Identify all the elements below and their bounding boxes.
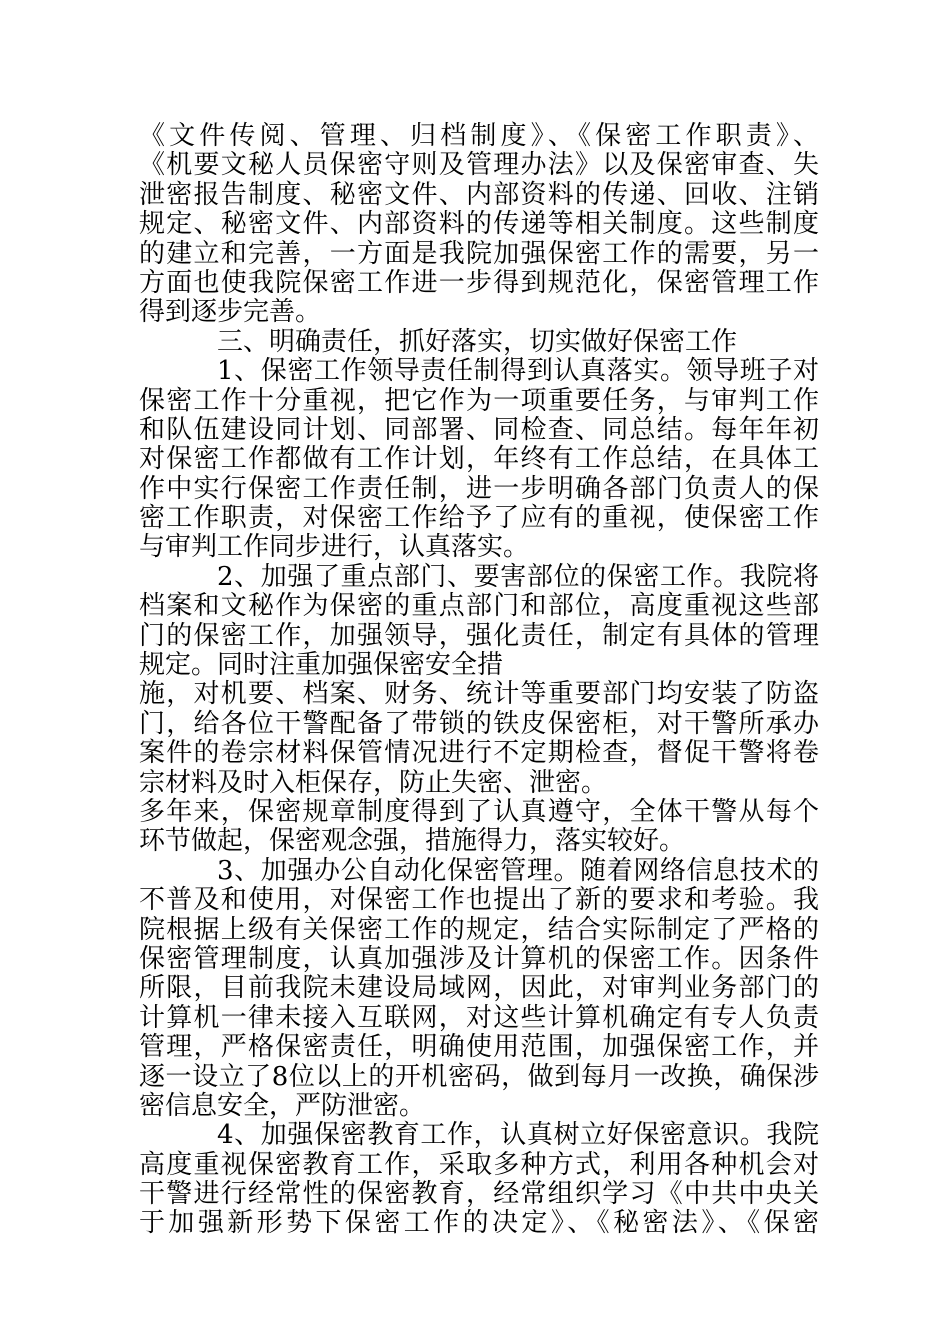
text-line-28: 院根据上级有关保密工作的规定，结合实际制定了严格的 <box>139 914 819 945</box>
text-line-5: 的建立和完善，一方面是我院加强保密工作的需要，另一 <box>139 238 819 269</box>
text-line-15: 与审判工作同步进行，认真落实。 <box>139 532 530 563</box>
text-line-36: 高度重视保密教育工作，采取多种方式，利用各种机会对 <box>139 1149 819 1180</box>
text-line-7: 得到逐步完善。 <box>139 297 322 328</box>
text-line-12: 对保密工作都做有工作计划，年终有工作总结，在具体工 <box>139 444 819 475</box>
text-line-29: 保密管理制度，认真加强涉及计算机的保密工作。因条件 <box>139 943 819 974</box>
text-line-27: 不普及和使用，对保密工作也提出了新的要求和考验。我 <box>139 885 819 916</box>
text-line-6: 方面也使我院保密工作进一步得到规范化，保密管理工作 <box>139 267 819 298</box>
text-line-16: 2、加强了重点部门、要害部位的保密工作。我院将 <box>217 561 819 592</box>
text-line-9: 1、保密工作领导责任制得到认真落实。领导班子对 <box>217 356 819 387</box>
text-line-10: 保密工作十分重视，把它作为一项重要任务，与审判工作 <box>139 385 819 416</box>
text-line-25: 环节做起，保密观念强，措施得力，落实较好。 <box>139 826 686 857</box>
section-heading-3: 三、明确责任，抓好落实，切实做好保密工作 <box>217 326 738 357</box>
text-line-26: 3、加强办公自动化保密管理。随着网络信息技术的 <box>217 855 819 886</box>
text-line-1: 《文件传阅、管理、归档制度》、《保密工作职责》、 <box>139 121 819 151</box>
text-line-22: 案件的卷宗材料保管情况进行不定期检查，督促干警将卷 <box>139 738 819 769</box>
document-body <box>139 122 819 1239</box>
text-line-11: 和队伍建设同计划、同部署、同检查、同总结。每年年初 <box>139 414 819 445</box>
text-line-31: 计算机一律未接入互联网，对这些计算机确定有专人负责 <box>139 1002 819 1033</box>
text-line-14: 密工作职责，对保密工作给予了应有的重视，使保密工作 <box>139 503 819 534</box>
text-line-35: 4、加强保密教育工作，认真树立好保密意识。我院 <box>217 1120 819 1151</box>
text-line-3: 泄密报告制度、秘密文件、内部资料的传递、回收、注销 <box>139 179 819 210</box>
text-line-30: 所限，目前我院未建设局域网，因此，对审判业务部门的 <box>139 973 819 1004</box>
text-line-13: 作中实行保密工作责任制，进一步明确各部门负责人的保 <box>139 473 819 504</box>
text-line-24: 多年来，保密规章制度得到了认真遵守，全体干警从每个 <box>139 796 819 827</box>
text-line-20: 施，对机要、档案、财务、统计等重要部门均安装了防盗 <box>139 679 819 710</box>
text-line-33: 逐一设立了8位以上的开机密码，做到每月一改换，确保涉 <box>139 1061 819 1092</box>
text-line-38: 于加强新形势下保密工作的决定》、《秘密法》、《保密 <box>139 1208 819 1239</box>
text-line-32: 管理，严格保密责任，明确使用范围，加强保密工作，并 <box>139 1032 819 1063</box>
text-line-23: 宗材料及时入柜保存，防止失密、泄密。 <box>139 767 608 798</box>
text-line-37: 干警进行经常性的保密教育，经常组织学习《中共中央关 <box>139 1179 819 1210</box>
text-line-19: 规定。同时注重加强保密安全措 <box>139 650 504 681</box>
text-line-21: 门，给各位干警配备了带锁的铁皮保密柜，对干警所承办 <box>139 708 819 739</box>
text-line-17: 档案和文秘作为保密的重点部门和部位，高度重视这些部 <box>139 591 819 622</box>
text-line-2: 《机要文秘人员保密守则及管理办法》以及保密审查、失 <box>139 150 819 181</box>
text-line-34: 密信息安全，严防泄密。 <box>139 1090 426 1121</box>
text-line-18: 门的保密工作，加强领导，强化责任，制定有具体的管理 <box>139 620 819 651</box>
text-line-4: 规定、秘密文件、内部资料的传递等相关制度。这些制度 <box>139 209 819 240</box>
